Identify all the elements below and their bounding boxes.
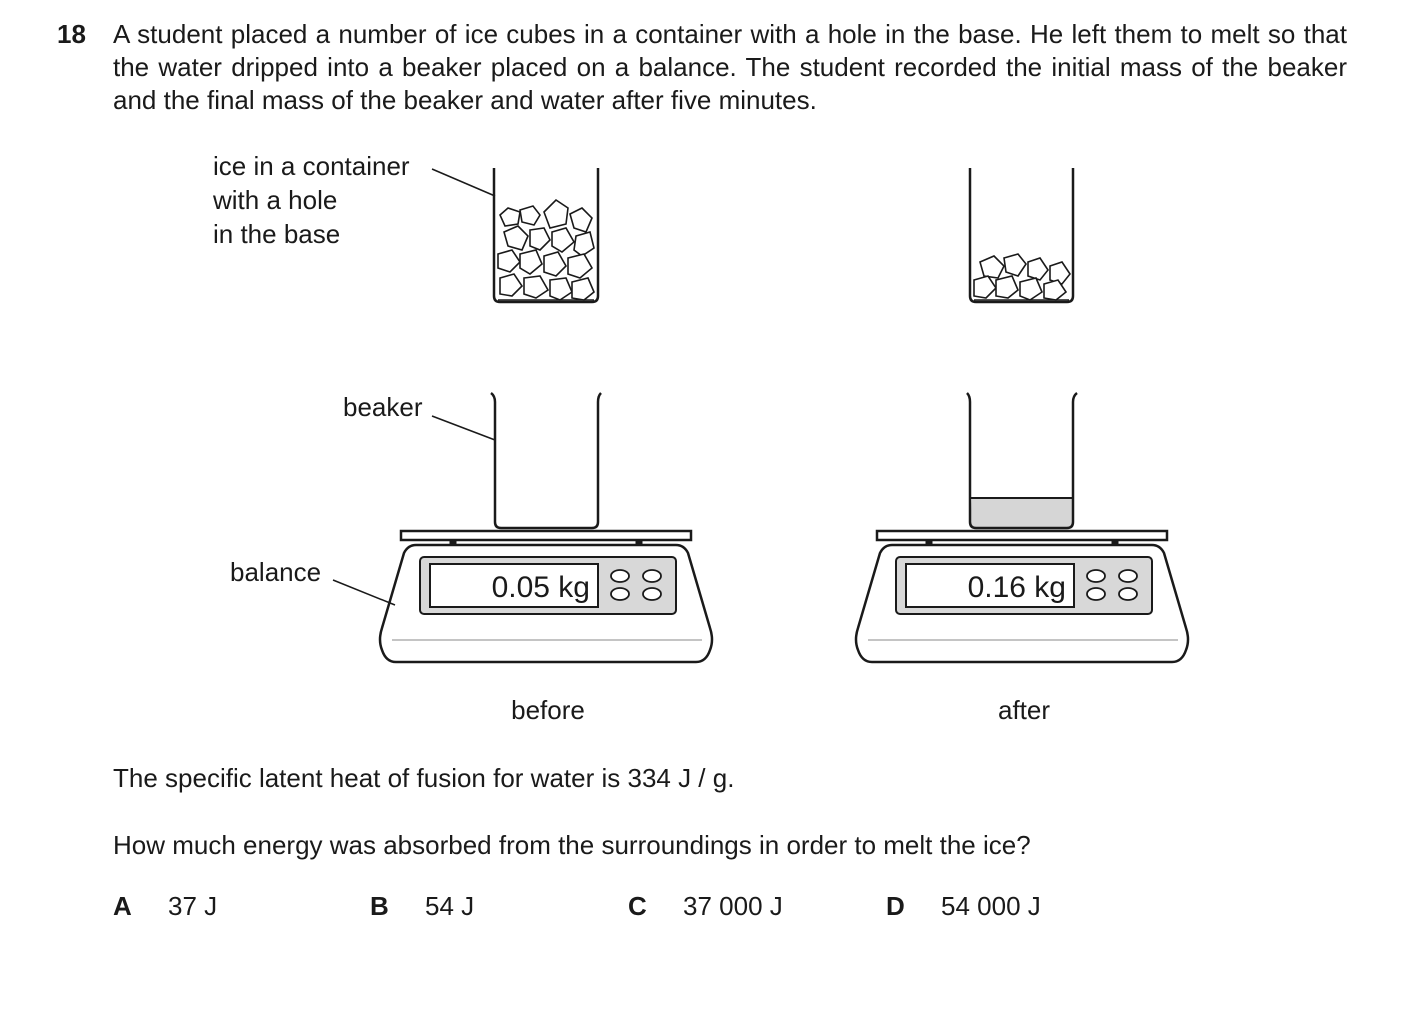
caption-after: after [997,695,1051,725]
option-b[interactable] [370,890,474,923]
beaker-label-leader [432,416,495,440]
ice-cubes-before [498,200,594,300]
ice-label-line2: with a hole [213,185,338,215]
question-stem: A student placed a number of ice cubes in a container with a hole in the base. He left them to melt so that the water dripped into a beaker placed on a balance. The student recorded the initial mass of the beaker and the final mass of the beaker and water after five minutes. [113,19,1347,115]
beaker-after [967,393,1077,528]
option-c-letter: C [628,891,647,921]
option-b-value: 54 J [425,891,475,921]
balance-label: balance [230,557,322,587]
option-a-letter: A [113,891,132,921]
question-prompt: How much energy was absorbed from the surroundings in order to melt the ice? [113,830,1031,860]
option-d-letter: D [886,891,905,921]
option-a-value: 37 J [168,891,218,921]
beaker-before [491,393,601,528]
option-b-letter: B [370,891,389,921]
ice-cubes-after [974,254,1070,300]
ice-label-line1: ice in a container [213,151,410,181]
ice-label-leader [432,169,495,196]
ice-label-line3: in the base [213,219,341,249]
balance-reading-before: 0.05 kg [491,571,590,604]
option-d[interactable] [886,890,1041,923]
option-c[interactable] [628,890,783,923]
beaker-label: beaker [343,392,423,422]
balance-label-leader [333,580,395,605]
caption-before: before [511,695,585,725]
option-a[interactable] [113,890,217,923]
option-c-value: 37 000 J [683,891,783,921]
question-number: 18 [57,19,86,49]
balance-reading-after: 0.16 kg [967,571,1066,604]
latent-heat-info: The specific latent heat of fusion for water is 334 J / g. [113,763,735,793]
option-d-value: 54 000 J [941,891,1041,921]
